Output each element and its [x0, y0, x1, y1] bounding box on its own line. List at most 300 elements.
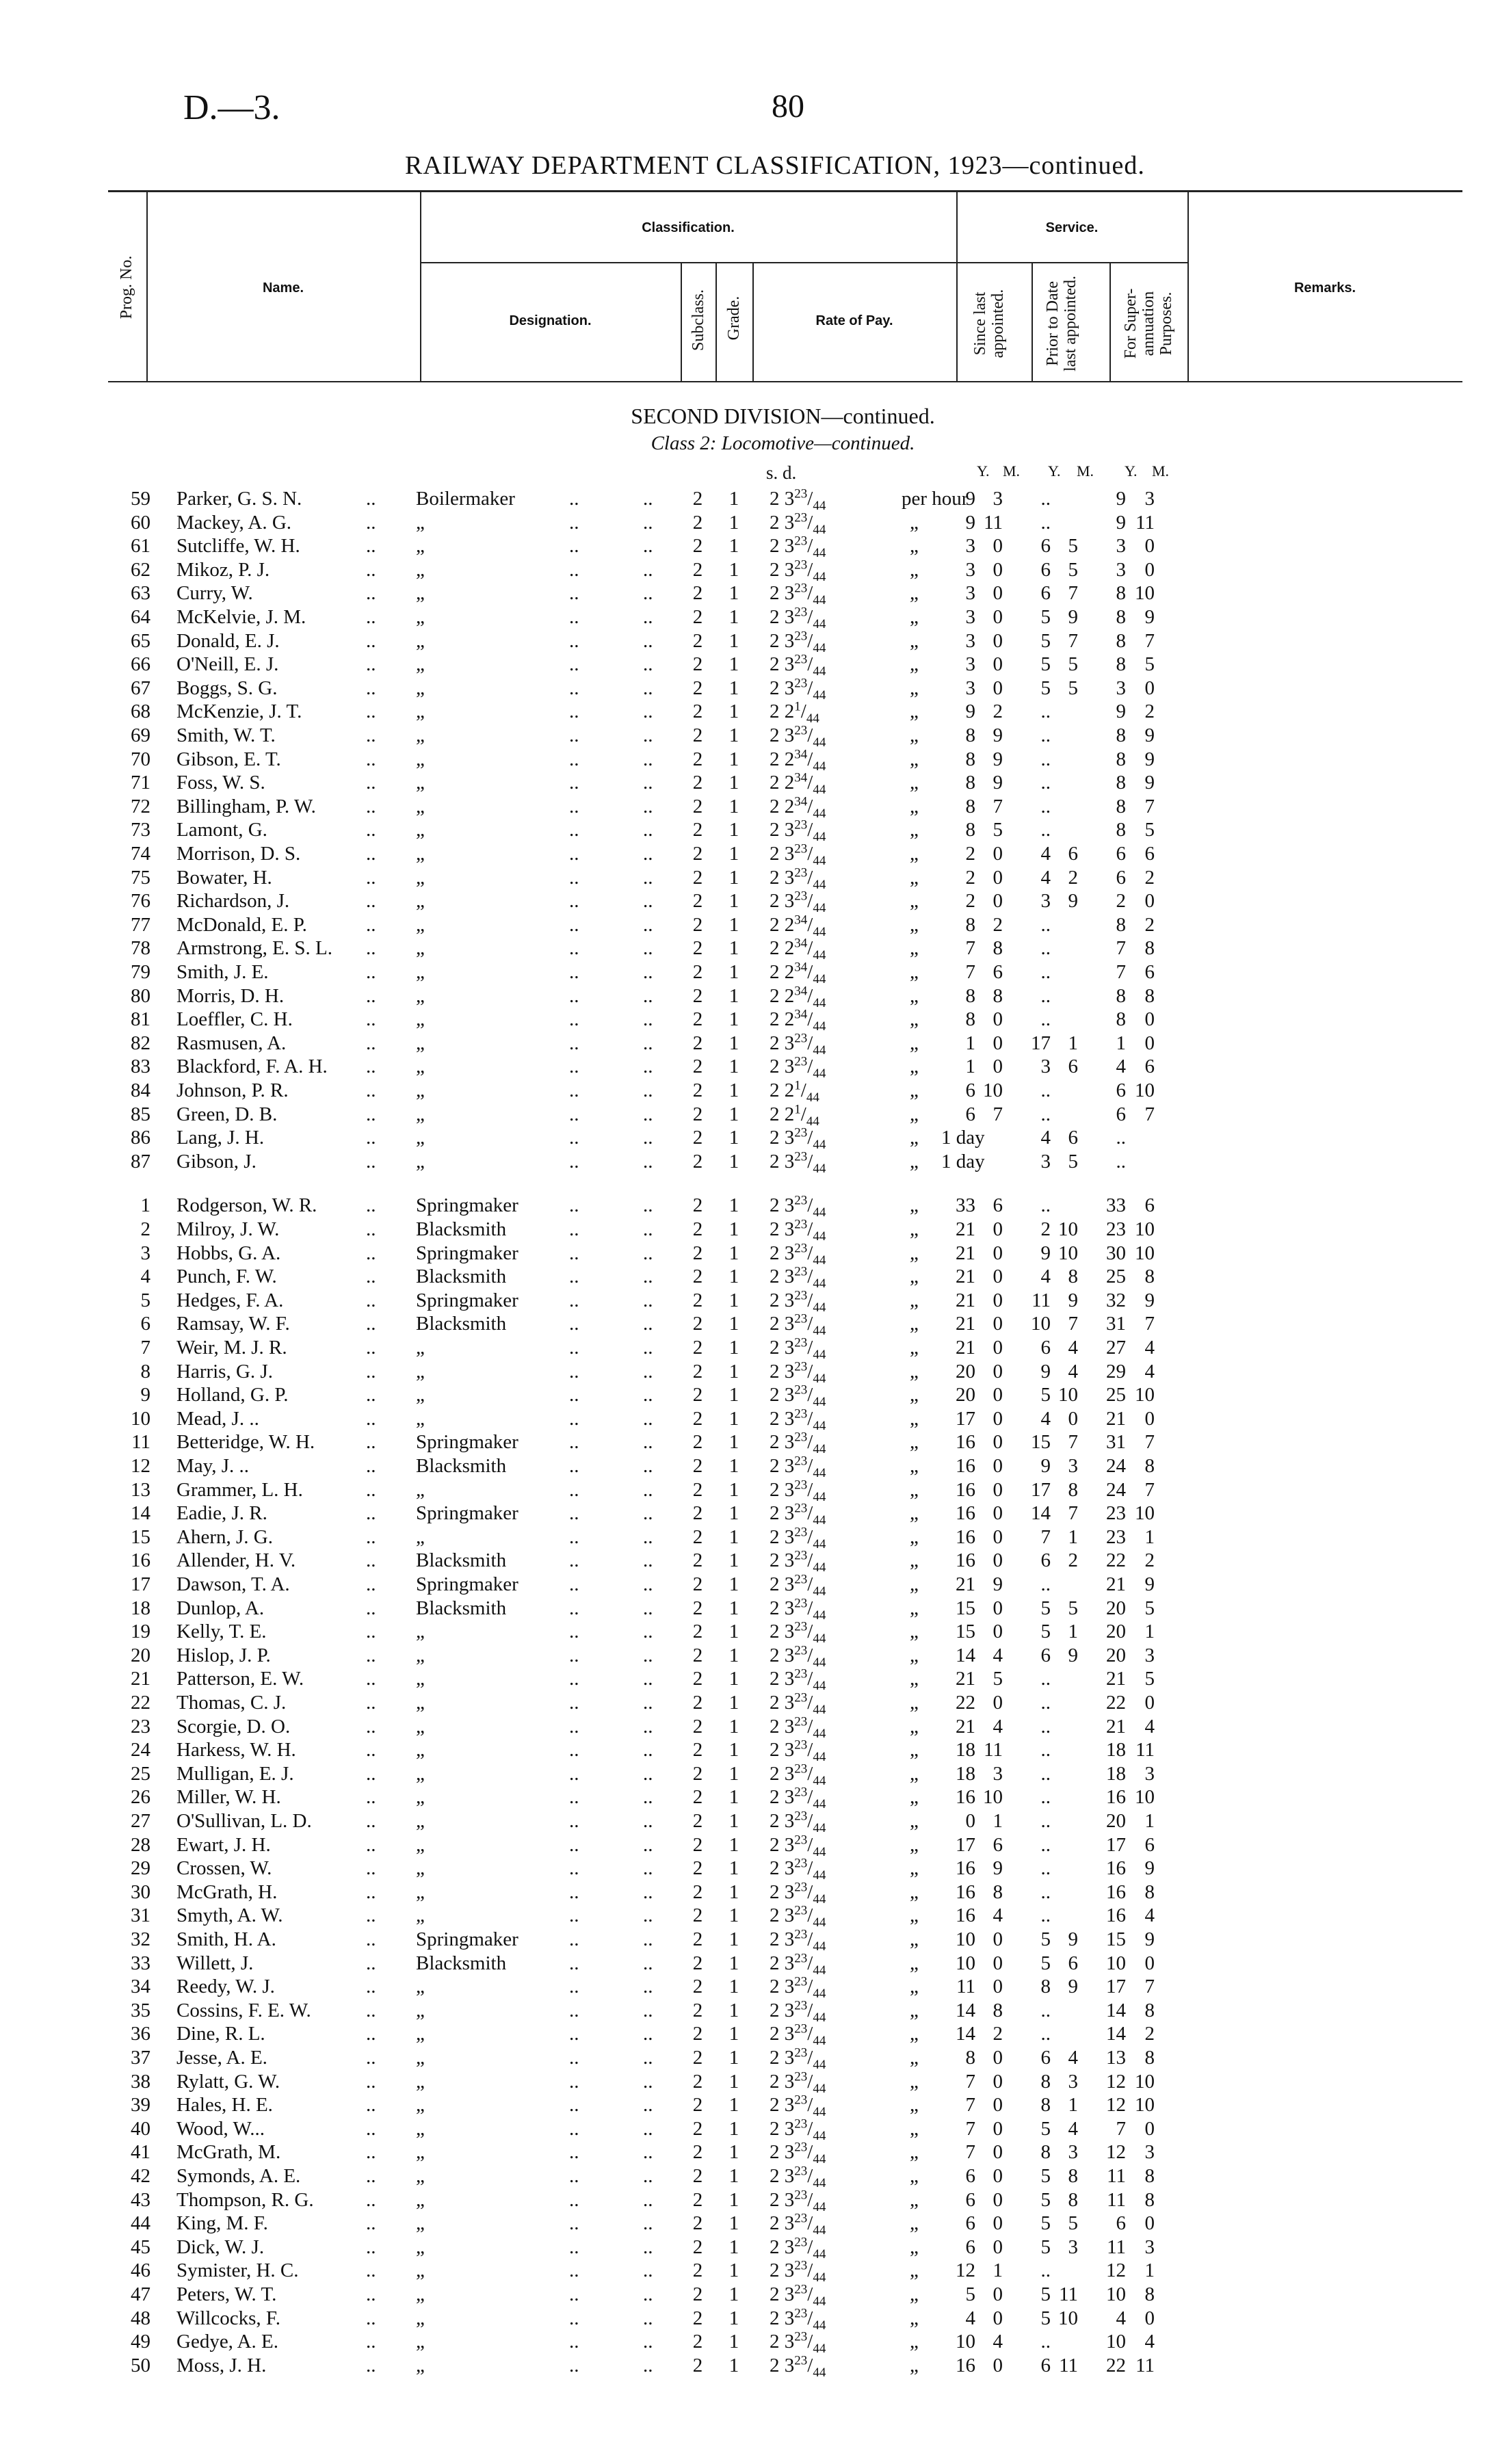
- row-name: Symister, H. C.: [176, 2259, 299, 2282]
- row-prog-no: 8: [140, 1360, 150, 1382]
- row-rate: 2 $2^{34}/_{44}$: [770, 770, 826, 797]
- row-super-months: 9: [1144, 606, 1155, 628]
- row-super-months: 4: [1144, 1360, 1155, 1382]
- row-super-months: 8: [1144, 2188, 1155, 2211]
- row-super-months: 5: [1144, 653, 1155, 676]
- row-rate: 2 $2^1/_{44}$: [770, 1078, 819, 1105]
- row-prog-no: 77: [131, 913, 150, 936]
- row-subclass: 2: [692, 913, 703, 936]
- row-super-months: 10: [1135, 2094, 1155, 2116]
- row-rate-unit: „: [910, 511, 919, 534]
- row-since-months: 0: [993, 1242, 1003, 1264]
- row-subclass: 2: [692, 1999, 703, 2021]
- row-since-months: 0: [993, 558, 1003, 581]
- row-prior-years: 5: [1040, 2307, 1051, 2329]
- row-prog-no: 69: [131, 724, 150, 746]
- row-grade: 1: [728, 1455, 739, 1477]
- row-prior-years: ..: [1040, 1573, 1051, 1595]
- row-since-years: 9: [965, 511, 975, 534]
- rate-fraction-denominator: 44: [813, 782, 826, 797]
- row-designation: „: [416, 961, 425, 983]
- row-name: Allender, H. V.: [176, 1549, 296, 1572]
- row-since-months: 4: [993, 2331, 1003, 2353]
- header-top-rule: [108, 190, 1462, 192]
- row-leader: ..: [366, 1739, 376, 1761]
- table-row: [0, 1998, 1511, 2025]
- rate-fraction-numerator: 23: [794, 1974, 808, 1989]
- row-rate-unit: „: [910, 1194, 919, 1217]
- rate-shillings: 2 3: [770, 1431, 795, 1454]
- ym-label: Y.: [1125, 462, 1138, 480]
- row-grade: 1: [728, 1573, 739, 1595]
- row-name: Ewart, J. H.: [176, 1833, 271, 1856]
- table-row: [0, 2188, 1511, 2212]
- table-row: [0, 1382, 1511, 1409]
- row-grade: 1: [728, 1127, 739, 1149]
- row-rate-unit: „: [910, 2094, 919, 2116]
- row-leader: ..: [643, 511, 653, 534]
- row-leader: ..: [643, 1079, 653, 1101]
- row-name: Mackey, A. G.: [176, 511, 292, 534]
- row-super-years: 10: [1106, 2283, 1126, 2305]
- rate-fraction-numerator: 23: [794, 1595, 808, 1610]
- rate-fraction-denominator: 44: [813, 971, 826, 986]
- row-leader: ..: [643, 819, 653, 841]
- row-rate: 2 $2^{34}/_{44}$: [770, 746, 826, 774]
- row-rate-unit: „: [910, 1502, 919, 1525]
- rate-fraction-denominator: 44: [813, 1465, 826, 1480]
- row-leader: ..: [569, 1313, 579, 1335]
- rate-fraction-denominator: 44: [813, 545, 826, 560]
- row-designation: „: [416, 1668, 425, 1690]
- row-super-years: 20: [1106, 1597, 1126, 1619]
- row-prog-no: 47: [131, 2283, 150, 2305]
- table-row: [0, 1690, 1511, 1717]
- row-since-years: 21: [956, 1337, 975, 1359]
- row-super-months: 4: [1144, 1715, 1155, 1738]
- table-row: [0, 676, 1511, 703]
- rate-shillings: 2 3: [770, 1833, 795, 1856]
- col-divider: [420, 190, 421, 381]
- row-rate: 2 $2^1/_{44}$: [770, 1101, 819, 1129]
- rate-fraction-numerator: 23: [794, 2211, 808, 2226]
- page-ref: D.—3.: [183, 88, 280, 127]
- row-leader: ..: [569, 1786, 579, 1809]
- row-since-years: 8: [965, 748, 975, 770]
- row-name: Ramsay, W. F.: [176, 1313, 290, 1335]
- row-prior-months: 8: [1068, 2165, 1078, 2187]
- row-rate-unit: „: [910, 2188, 919, 2211]
- row-leader: ..: [643, 913, 653, 936]
- row-leader: ..: [569, 511, 579, 534]
- row-prior-months: 2: [1068, 1549, 1078, 1572]
- row-prior-years: 5: [1040, 2188, 1051, 2211]
- row-rate: 2 $3^{23}/_{44}$: [770, 1335, 826, 1362]
- row-super-years: 31: [1106, 1313, 1126, 1335]
- rate-fraction-numerator: 34: [794, 983, 808, 998]
- row-designation: „: [416, 2070, 425, 2093]
- rate-shillings: 2 2: [770, 700, 795, 723]
- row-leader: ..: [366, 1478, 376, 1501]
- row-designation: „: [416, 1525, 425, 1548]
- row-leader: ..: [366, 1455, 376, 1477]
- section-division: SECOND DIVISION—continued.: [631, 404, 935, 428]
- row-leader: ..: [366, 1242, 376, 1264]
- table-row: [0, 1149, 1511, 1176]
- table-row: [0, 1595, 1511, 1623]
- row-super-years: 10: [1106, 1952, 1126, 1974]
- row-subclass: 2: [692, 1668, 703, 1690]
- row-subclass: 2: [692, 2354, 703, 2376]
- row-prior-years: ..: [1040, 1999, 1051, 2021]
- rate-fraction-denominator: 44: [813, 664, 826, 679]
- rate-shillings: 2 3: [770, 1525, 795, 1548]
- row-since-months: 0: [993, 1952, 1003, 1974]
- rate-fraction-numerator: 23: [794, 581, 808, 596]
- rate-shillings: 2 2: [770, 1103, 795, 1125]
- row-rate: 2 $3^{23}/_{44}$: [770, 1950, 826, 1978]
- rate-fraction-numerator: 23: [794, 2187, 808, 2202]
- row-since-years: 11: [956, 1976, 975, 1998]
- row-since-months: 6: [993, 961, 1003, 983]
- row-grade: 1: [728, 772, 739, 794]
- row-since-years: 16: [956, 1525, 975, 1548]
- rate-shillings: 2 3: [770, 511, 795, 534]
- row-since-years: 3: [965, 677, 975, 699]
- row-since-years: 3: [965, 582, 975, 605]
- row-leader: ..: [643, 937, 653, 960]
- row-leader: ..: [643, 1103, 653, 1125]
- row-leader: ..: [569, 2094, 579, 2116]
- row-since-months: 0: [993, 1056, 1003, 1078]
- row-super-years: 11: [1107, 2165, 1126, 2187]
- row-leader: ..: [366, 511, 376, 534]
- row-prior-months: 7: [1068, 1502, 1078, 1525]
- row-since-months: 0: [993, 1455, 1003, 1477]
- row-rate-unit: „: [910, 606, 919, 628]
- row-leader: ..: [366, 1999, 376, 2021]
- row-leader: ..: [569, 1880, 579, 1903]
- rate-fraction-numerator: 23: [794, 1643, 808, 1658]
- row-subclass: 2: [692, 2070, 703, 2093]
- table-row: [0, 1548, 1511, 1575]
- row-grade: 1: [728, 1218, 739, 1240]
- row-super-months: 3: [1144, 1762, 1155, 1785]
- row-grade: 1: [728, 1880, 739, 1903]
- row-prog-no: 14: [131, 1502, 150, 1525]
- row-designation: „: [416, 2047, 425, 2069]
- row-super-months: 7: [1144, 1976, 1155, 1998]
- row-leader: ..: [569, 606, 579, 628]
- row-super-years: 8: [1116, 653, 1126, 676]
- row-leader: ..: [643, 2307, 653, 2329]
- row-prior-months: 6: [1068, 1056, 1078, 1078]
- row-since-months: 0: [993, 1621, 1003, 1643]
- row-since-years: 6: [965, 1079, 975, 1101]
- row-leader: ..: [569, 1810, 579, 1832]
- row-subclass: 2: [692, 1150, 703, 1172]
- row-designation: „: [416, 1976, 425, 1998]
- row-prior-months: 7: [1068, 629, 1078, 652]
- rate-fraction-denominator: 44: [813, 1749, 826, 1764]
- row-rate-unit: „: [910, 819, 919, 841]
- rate-shillings: 2 3: [770, 1056, 795, 1078]
- row-super-years: 22: [1106, 1692, 1126, 1714]
- row-super-months: 8: [1144, 2047, 1155, 2069]
- row-name: O'Sullivan, L. D.: [176, 1810, 312, 1832]
- row-super-months: 10: [1135, 1384, 1155, 1406]
- row-subclass: 2: [692, 2331, 703, 2353]
- row-prog-no: 63: [131, 582, 150, 605]
- row-grade: 1: [728, 2141, 739, 2164]
- row-designation: „: [416, 2331, 425, 2353]
- row-name: Ahern, J. G.: [176, 1525, 273, 1548]
- row-since-months: 0: [993, 1692, 1003, 1714]
- rate-shillings: 2 3: [770, 653, 795, 676]
- row-leader: ..: [366, 1904, 376, 1927]
- row-prior-months: 9: [1068, 1644, 1078, 1666]
- row-prog-no: 3: [140, 1242, 150, 1264]
- row-name: Miller, W. H.: [176, 1786, 281, 1809]
- row-name: Scorgie, D. O.: [176, 1715, 291, 1738]
- row-name: Crossen, W.: [176, 1857, 272, 1880]
- row-subclass: 2: [692, 700, 703, 723]
- row-rate: 2 $3^{23}/_{44}$: [770, 676, 826, 703]
- row-rate-unit: „: [910, 1739, 919, 1761]
- rate-fraction-numerator: 23: [794, 1761, 808, 1777]
- table-row: [0, 581, 1511, 608]
- row-rate-unit: „: [910, 1478, 919, 1501]
- row-rate: 2 $2^{34}/_{44}$: [770, 913, 826, 939]
- row-rate: 2 $3^{23}/_{44}$: [770, 1454, 826, 1480]
- row-leader: ..: [569, 488, 579, 510]
- rate-fraction-numerator: 23: [794, 1950, 808, 1965]
- row-designation: „: [416, 724, 425, 746]
- row-since-years: 16: [956, 1786, 975, 1809]
- table-row: [0, 1761, 1511, 1788]
- row-leader: ..: [569, 1455, 579, 1477]
- row-super-years: 24: [1106, 1455, 1126, 1477]
- rate-shillings: 2 3: [770, 629, 795, 652]
- row-leader: ..: [569, 843, 579, 865]
- row-name: Smith, H. A.: [176, 1928, 276, 1950]
- row-rate: 2 $3^{23}/_{44}$: [770, 1193, 826, 1220]
- row-super-years: 7: [1116, 961, 1126, 983]
- row-since-months: 8: [993, 937, 1003, 960]
- row-subclass: 2: [692, 1032, 703, 1054]
- row-rate-unit: „: [910, 582, 919, 605]
- row-leader: ..: [366, 1032, 376, 1054]
- col-header-super: For Super- annuation Purposes.: [1122, 288, 1175, 359]
- rate-shillings: 2 2: [770, 772, 795, 794]
- row-super-years: 17: [1106, 1833, 1126, 1856]
- col-header-service: Service.: [1045, 220, 1099, 235]
- row-rate-unit: „: [910, 2070, 919, 2093]
- row-leader: ..: [569, 1079, 579, 1101]
- page-title: RAILWAY DEPARTMENT CLASSIFICATION, 1923—continued.: [405, 151, 1145, 180]
- rate-shillings: 2 3: [770, 1762, 795, 1785]
- rate-shillings: 2 3: [770, 1880, 795, 1903]
- row-designation: „: [416, 1833, 425, 1856]
- row-leader: ..: [569, 819, 579, 841]
- row-leader: ..: [569, 1103, 579, 1125]
- row-leader: ..: [569, 1976, 579, 1998]
- row-prog-no: 49: [131, 2331, 150, 2353]
- rate-fraction-denominator: 44: [813, 948, 826, 963]
- row-subclass: 2: [692, 2023, 703, 2045]
- row-leader: ..: [366, 1407, 376, 1430]
- row-prior-years: ..: [1040, 724, 1051, 746]
- row-super-years: 33: [1106, 1194, 1126, 1217]
- row-prog-no: 18: [131, 1597, 150, 1619]
- rate-fraction-numerator: 34: [794, 960, 808, 975]
- rate-fraction-numerator: 23: [794, 817, 808, 833]
- row-prior-years: ..: [1040, 1833, 1051, 1856]
- row-leader: ..: [643, 1056, 653, 1078]
- row-leader: ..: [366, 700, 376, 723]
- row-designation: „: [416, 2354, 425, 2376]
- rate-shillings: 2 3: [770, 1194, 795, 1217]
- row-prior-months: 9: [1068, 1976, 1078, 1998]
- table-row: [0, 1335, 1511, 1362]
- row-subclass: 2: [692, 1928, 703, 1950]
- row-super-years: 12: [1106, 2094, 1126, 2116]
- row-rate: 2 $3^{23}/_{44}$: [770, 1761, 826, 1788]
- row-prog-no: 42: [131, 2165, 150, 2187]
- row-prog-no: 74: [131, 843, 150, 865]
- row-subclass: 2: [692, 2165, 703, 2187]
- row-leader: ..: [366, 488, 376, 510]
- row-leader: ..: [366, 748, 376, 770]
- row-leader: ..: [643, 2165, 653, 2187]
- row-rate: 2 $3^{23}/_{44}$: [770, 2305, 826, 2333]
- row-super-years: ..: [1116, 1127, 1126, 1149]
- row-prior-years: 5: [1040, 1384, 1051, 1406]
- row-since-months: 0: [993, 1928, 1003, 1950]
- row-designation: Springmaker: [416, 1194, 518, 1217]
- row-leader: ..: [366, 1644, 376, 1666]
- row-subclass: 2: [692, 1266, 703, 1288]
- row-prior-months: 5: [1068, 677, 1078, 699]
- row-name: Mead, J. ..: [176, 1407, 259, 1430]
- ym-label: Y.: [1048, 462, 1061, 480]
- row-leader: ..: [569, 1525, 579, 1548]
- rate-fraction-denominator: 44: [813, 1418, 826, 1433]
- row-super-years: 21: [1106, 1668, 1126, 1690]
- row-subclass: 2: [692, 1407, 703, 1430]
- row-grade: 1: [728, 1337, 739, 1359]
- row-prior-months: 5: [1068, 2212, 1078, 2235]
- row-since-years: 0: [965, 1810, 975, 1832]
- row-name: Eadie, J. R.: [176, 1502, 267, 1525]
- row-leader: ..: [366, 2188, 376, 2211]
- row-super-years: 7: [1116, 2117, 1126, 2140]
- row-super-months: 0: [1144, 558, 1155, 581]
- row-designation: „: [416, 535, 425, 558]
- row-since-years: 8: [965, 2047, 975, 2069]
- row-subclass: 2: [692, 1976, 703, 1998]
- row-since-years: 16: [956, 1431, 975, 1454]
- row-leader: ..: [569, 558, 579, 581]
- row-leader: ..: [643, 1127, 653, 1149]
- row-name: Gibson, J.: [176, 1150, 257, 1172]
- row-since-years: 4: [965, 2307, 975, 2329]
- row-leader: ..: [643, 2070, 653, 2093]
- rate-fraction-numerator: 23: [794, 1785, 808, 1800]
- row-grade: 1: [728, 1621, 739, 1643]
- row-prog-no: 31: [131, 1904, 150, 1927]
- row-super-years: 1: [1116, 1032, 1126, 1054]
- row-prior-years: 6: [1040, 2354, 1051, 2376]
- row-subclass: 2: [692, 1127, 703, 1149]
- row-prior-years: 5: [1040, 1952, 1051, 1974]
- row-prior-years: ..: [1040, 961, 1051, 983]
- row-grade: 1: [728, 748, 739, 770]
- row-rate-unit: „: [910, 2307, 919, 2329]
- row-super-years: 3: [1116, 535, 1126, 558]
- row-designation: „: [416, 1079, 425, 1101]
- rate-fraction-numerator: 23: [794, 510, 808, 525]
- row-prior-years: 2: [1040, 1218, 1051, 1240]
- row-rate-unit: „: [910, 2023, 919, 2045]
- row-rate-unit: „: [910, 1455, 919, 1477]
- row-leader: ..: [569, 2212, 579, 2235]
- row-grade: 1: [728, 2023, 739, 2045]
- row-super-years: 8: [1116, 629, 1126, 652]
- row-prior-years: 6: [1040, 1337, 1051, 1359]
- rate-fraction-denominator: 44: [813, 1205, 826, 1220]
- rate-fraction-denominator: 44: [813, 1655, 826, 1670]
- row-rate-unit: „: [910, 1313, 919, 1335]
- rate-shillings: 2 3: [770, 2283, 795, 2305]
- rate-fraction-denominator: 44: [813, 1137, 826, 1152]
- row-grade: 1: [728, 1928, 739, 1950]
- rate-shillings: 2 3: [770, 1032, 795, 1054]
- rate-shillings: 2 2: [770, 937, 795, 960]
- row-prior-years: 4: [1040, 1266, 1051, 1288]
- rate-shillings: 2 2: [770, 795, 795, 817]
- table-row: [0, 913, 1511, 939]
- row-prior-years: 3: [1040, 1056, 1051, 1078]
- row-since-months: 0: [993, 606, 1003, 628]
- row-rate-unit: „: [910, 1597, 919, 1619]
- row-designation: „: [416, 2283, 425, 2305]
- row-rate: 2 $3^{23}/_{44}$: [770, 1430, 826, 1457]
- row-rate-unit: „: [910, 913, 919, 936]
- row-designation: „: [416, 1715, 425, 1738]
- table-row: [0, 936, 1511, 963]
- row-leader: ..: [643, 606, 653, 628]
- row-subclass: 2: [692, 866, 703, 889]
- row-grade: 1: [728, 2212, 739, 2235]
- rate-fraction-denominator: 44: [813, 759, 826, 774]
- table-row: [0, 1785, 1511, 1812]
- row-grade: 1: [728, 1360, 739, 1382]
- row-grade: 1: [728, 2047, 739, 2069]
- row-super-months: 11: [1135, 511, 1155, 534]
- row-since-years: 14: [956, 1644, 975, 1666]
- row-leader: ..: [569, 2165, 579, 2187]
- row-name: Hislop, J. P.: [176, 1644, 271, 1666]
- row-designation: „: [416, 1478, 425, 1501]
- row-prior-years: ..: [1040, 1810, 1051, 1832]
- rate-shillings: 2 3: [770, 1952, 795, 1974]
- row-prior-years: 7: [1040, 1525, 1051, 1548]
- table-row: [0, 605, 1511, 629]
- row-name: Donald, E. J.: [176, 629, 280, 652]
- row-subclass: 2: [692, 582, 703, 605]
- row-rate: 2 $3^{23}/_{44}$: [770, 1785, 826, 1812]
